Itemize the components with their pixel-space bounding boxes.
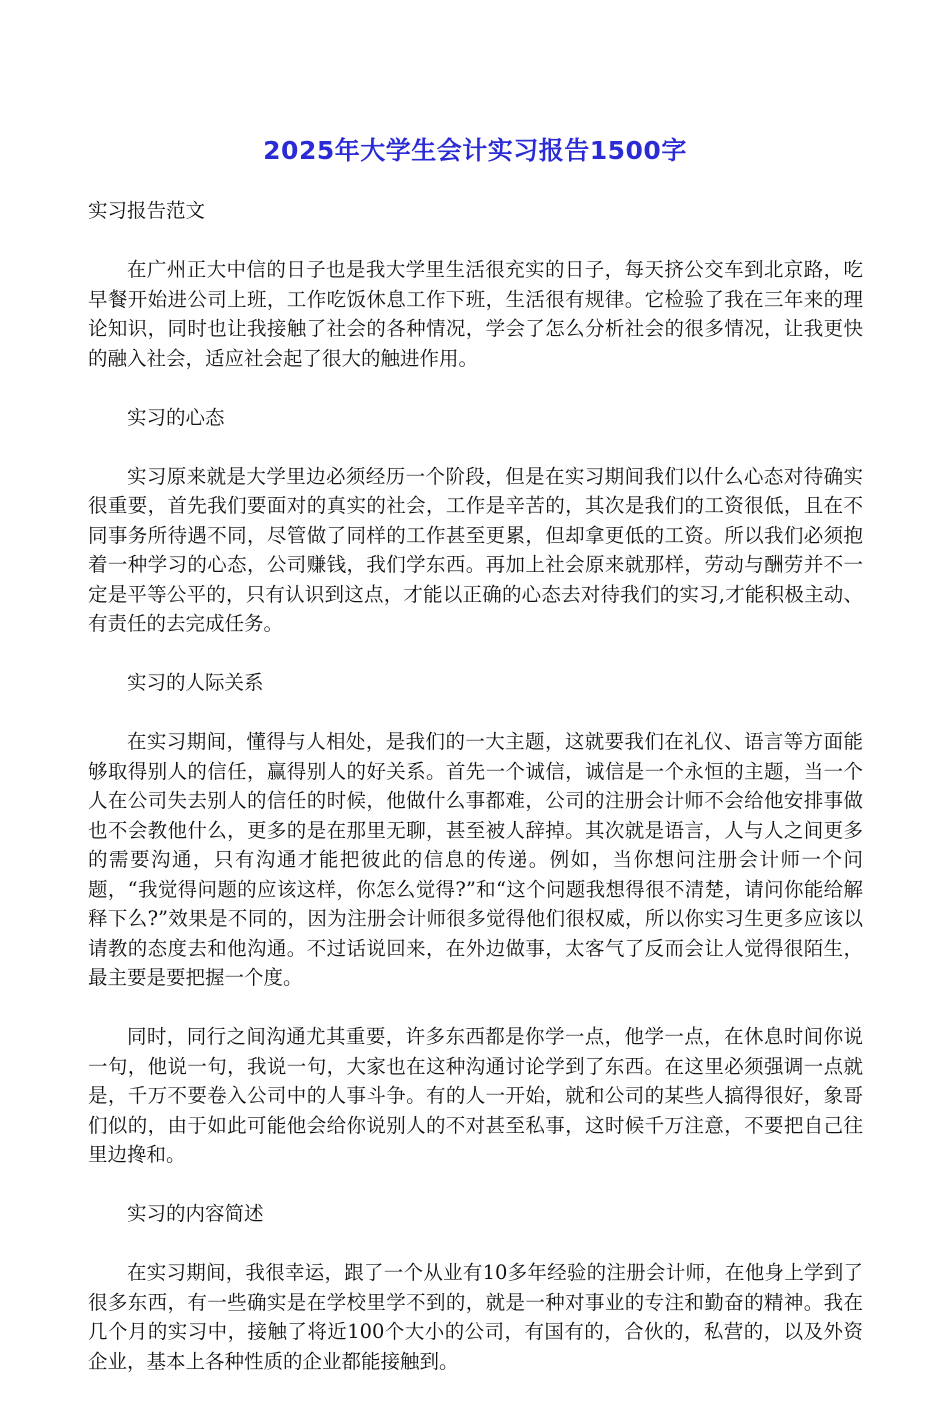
section-heading-content-summary: 实习的内容简述 [127, 1202, 264, 1225]
paragraph-peer-communication: 同时，同行之间沟通尤其重要，许多东西都是你学一点，他学一点，在休息时间你说一句，他说一句，我说一句，大家也在这种沟通讨论学到了东西。在这里必须强调一点就是，千万不要卷入公司中的人事斗争。有的人一开始，就和公司的某些人搞得很好，象哥们似的，由于如此可能他会给你说别人的不对甚至私事，这时候千万注意，不要把自己往里边搀和。 [88, 1025, 863, 1166]
section-heading-mindset: 实习的心态 [127, 405, 225, 429]
section-label-report-sample: 实习报告范文 [88, 199, 206, 222]
document-title: 2025年大学生会计实习报告1500字 [263, 136, 687, 165]
section-heading-relationships: 实习的人际关系 [127, 671, 264, 694]
paragraph-content-summary: 在实习期间，我很幸运，跟了一个从业有10多年经验的注册会计师，在他身上学到了很多东西，有一些确实是在学校里学不到的，就是一种对事业的专注和勤奋的精神。我在几个月的实习中，接触了将近100个大小的公司，有国有的，合伙的，私营的，以及外资企业，基本上各种性质的企业都能接触到。 [88, 1261, 863, 1373]
paragraph-relationships: 在实习期间，懂得与人相处，是我们的一大主题，这就要我们在礼仪、语言等方面能够取得别人的信任，赢得别人的好关系。首先一个诚信，诚信是一个永恒的主题，当一个人在公司失去别人的信任的时候，他做什么事都难，公司的注册会计师不会给他安排事做也不会教他什么，更多的是在那里无聊，甚至被人辞掉。其次就是语言，人与人之间更多的需要沟通，只有沟通才能把彼此的信息的传递。例如，当你想问注册会计师一个问题，“我觉得问题的应该这样，你怎么觉得?”和“这个问题我想得很不清楚，请问你能给解释下么?”效果是不同的，因为注册会计师很多觉得他们很权威，所以你实习生更多应该以请教的态度去和他沟通。不过话说回来，在外边做事，太客气了反而会让人觉得很陌生，最主要是要把握一个度。 [88, 730, 863, 989]
paragraph-intro: 在广州正大中信的日子也是我大学里生活很充实的日子，每天挤公交车到北京路，吃早餐开始进公司上班，工作吃饭休息工作下班，生活很有规律。它检验了我在三年来的理论知识，同时也让我接触了社会的各种情况，学会了怎么分析社会的很多情况，让我更快的融入社会，适应社会起了很大的触进作用。 [88, 258, 863, 370]
document-body [88, 196, 863, 1406]
paragraph-mindset: 实习原来就是大学里边必须经历一个阶段，但是在实习期间我们以什么心态对待确实很重要，首先我们要面对的真实的社会，工作是辛苦的，其次是我们的工资很低，且在不同事务所待遇不同，尽管做了同样的工作甚至更累，但却拿更低的工资。所以我们必须抱着一种学习的心态，公司赚钱，我们学东西。再加上社会原来就那样，劳动与酬劳并不一定是平等公平的，只有认识到这点，才能以正确的心态去对待我们的实习,才能积极主动、有责任的去完成任务。 [88, 464, 863, 635]
